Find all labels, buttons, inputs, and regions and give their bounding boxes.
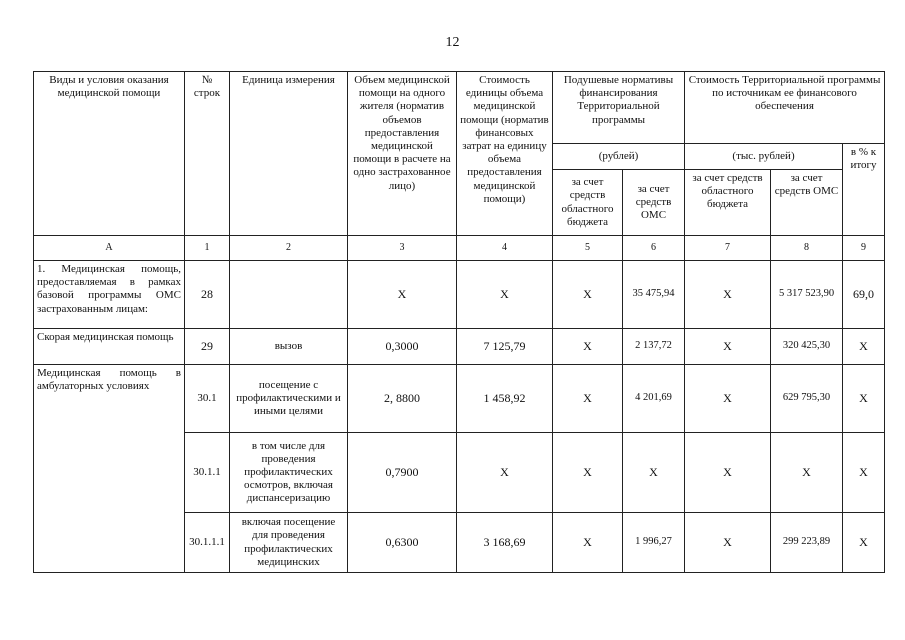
row-cost-budget: Х (685, 513, 771, 573)
row-cost-oms: 299 223,89 (771, 513, 843, 573)
header-per-capita-oms: за счет средств ОМС (623, 170, 685, 236)
row-cost-oms: 5 317 523,90 (771, 261, 843, 329)
column-number: 6 (623, 236, 685, 261)
header-unit-thousand-rub: (тыс. рублей) (685, 144, 843, 170)
row-cost-oms: 629 795,30 (771, 365, 843, 433)
row-cost-budget: Х (685, 329, 771, 365)
row-per-capita-oms: Х (623, 433, 685, 513)
header-unit-rub: (рублей) (553, 144, 685, 170)
program-cost-table (33, 71, 885, 573)
row-unit-cost: Х (457, 433, 553, 513)
row-cost-budget: Х (685, 433, 771, 513)
column-number: 1 (185, 236, 230, 261)
row-percent: Х (843, 513, 885, 573)
row-per-capita-budget: Х (553, 329, 623, 365)
row-number: 29 (185, 329, 230, 365)
column-number: 3 (348, 236, 457, 261)
row-unit (230, 261, 348, 329)
row-type: Медицинская помощь в амбулаторных условиях (34, 365, 185, 573)
row-type: 1. Медицинская помощь, предоставляемая в рамках базовой программы ОМС застрахованным лицам: (34, 261, 185, 329)
header-type: Виды и условия оказания медицинской помощи (34, 72, 185, 236)
row-unit-cost: Х (457, 261, 553, 329)
header-cost-budget: за счет средств областного бюджета (685, 170, 771, 236)
header-cost-oms: за счет средств ОМС (771, 170, 843, 236)
column-number: 5 (553, 236, 623, 261)
row-unit-cost: 3 168,69 (457, 513, 553, 573)
row-number: 30.1 (185, 365, 230, 433)
column-number: 4 (457, 236, 553, 261)
row-per-capita-oms: 35 475,94 (623, 261, 685, 329)
row-percent: Х (843, 433, 885, 513)
header-row-number: № строк (185, 72, 230, 236)
row-cost-oms: 320 425,30 (771, 329, 843, 365)
table-row (34, 365, 885, 433)
page-number: 12 (445, 35, 460, 50)
header-per-capita-budget: за счет средств областного бюджета (553, 170, 623, 236)
row-percent: 69,0 (843, 261, 885, 329)
row-unit: в том числе для проведения профилактических осмотров, включая диспансеризацию (230, 433, 348, 513)
row-volume: 0,7900 (348, 433, 457, 513)
row-volume: 0,6300 (348, 513, 457, 573)
row-number: 30.1.1 (185, 433, 230, 513)
row-cost-oms: Х (771, 433, 843, 513)
column-number: А (34, 236, 185, 261)
row-percent: Х (843, 329, 885, 365)
row-cost-budget: Х (685, 261, 771, 329)
row-per-capita-budget: Х (553, 365, 623, 433)
table-row (34, 261, 885, 329)
row-per-capita-budget: Х (553, 261, 623, 329)
header-program-cost: Стоимость Территориальной программы по источникам ее финансового обеспечения (685, 72, 885, 144)
row-per-capita-oms: 4 201,69 (623, 365, 685, 433)
row-unit-cost: 7 125,79 (457, 329, 553, 365)
header-per-capita: Подушевые нормативы финансирования Территориальной программы (553, 72, 685, 144)
row-volume: Х (348, 261, 457, 329)
column-number: 9 (843, 236, 885, 261)
header-unit-cost: Стоимость единицы объема медицинской помощи (норматив финансовых затрат на единицу объема предоставления медицинской помощи) (457, 72, 553, 236)
row-number: 28 (185, 261, 230, 329)
row-type: Скорая медицинская помощь (34, 329, 185, 365)
row-per-capita-oms: 1 996,27 (623, 513, 685, 573)
header-unit: Единица измерения (230, 72, 348, 236)
row-unit-cost: 1 458,92 (457, 365, 553, 433)
column-number: 7 (685, 236, 771, 261)
header-volume: Объем медицинской помощи на одного жителя (норматив объемов предоставления медицинской помощи в расчете на одно застрахованное лицо) (348, 72, 457, 236)
row-per-capita-oms: 2 137,72 (623, 329, 685, 365)
row-unit: посещение с профилактическими и иными целями (230, 365, 348, 433)
row-cost-budget: Х (685, 365, 771, 433)
row-percent: Х (843, 365, 885, 433)
row-number: 30.1.1.1 (185, 513, 230, 573)
row-volume: 0,3000 (348, 329, 457, 365)
column-number: 8 (771, 236, 843, 261)
row-per-capita-budget: Х (553, 513, 623, 573)
row-per-capita-budget: Х (553, 433, 623, 513)
table-row (34, 329, 885, 365)
header-percent: в % к итогу (843, 144, 885, 236)
column-number: 2 (230, 236, 348, 261)
row-unit: вызов (230, 329, 348, 365)
row-volume: 2, 8800 (348, 365, 457, 433)
row-unit: включая посещение для проведения профилактических медицинских (230, 513, 348, 573)
